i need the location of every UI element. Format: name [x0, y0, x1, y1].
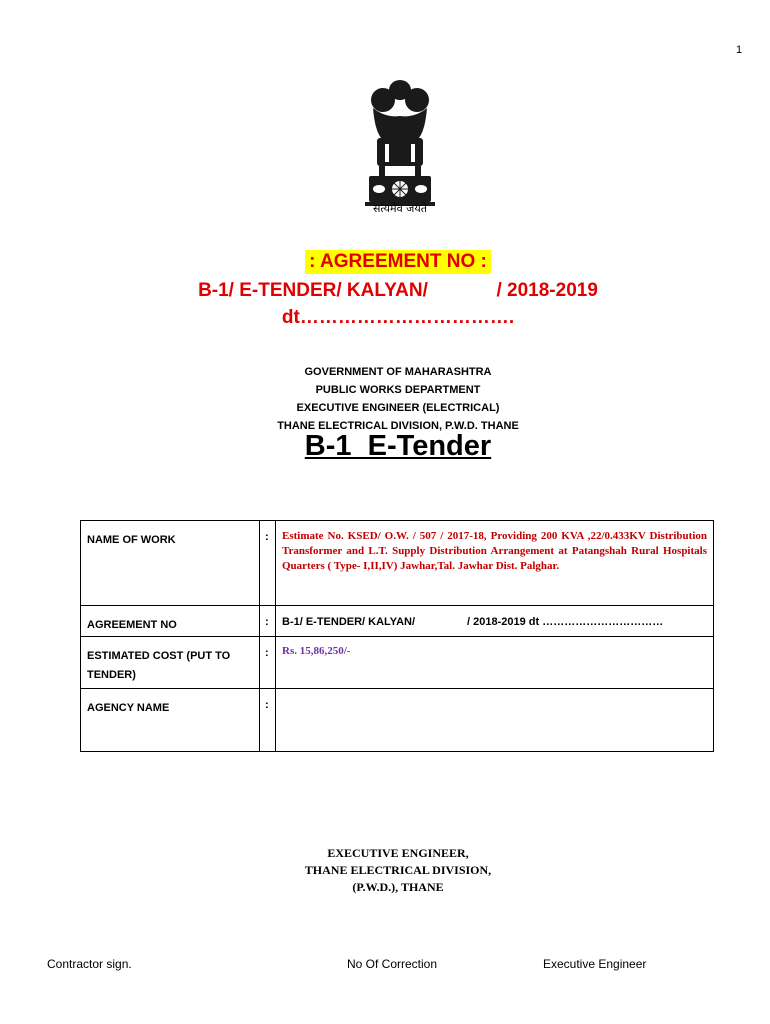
row-colon: :: [260, 637, 276, 689]
details-table: [80, 520, 714, 752]
signoff-line-2: THANE ELECTRICAL DIVISION,: [304, 863, 492, 877]
table-row: [81, 689, 714, 752]
footer-contractor-sign: Contractor sign.: [47, 957, 132, 971]
agreement-heading: : AGREEMENT NO :: [305, 250, 491, 274]
agreement-date-line: dt…………………………….: [281, 307, 515, 328]
agency-name-value: [276, 689, 714, 752]
table-row: [81, 521, 714, 606]
agreement-number-line: B-1/ E-TENDER/ KALYAN/ / 2018-2019: [198, 280, 598, 301]
table-row: [81, 606, 714, 637]
ashoka-emblem-icon: [355, 78, 445, 220]
row-label: ESTIMATED COST (PUT TO TENDER): [81, 637, 260, 689]
name-of-work-value: Estimate No. KSED/ O.W. / 507 / 2017-18, Providing 200 KVA ,22/0.433KV Distribution Transformer and L.T. Supply Distribution Arrangement at Patangshah Rural Hospitals Quarters ( Type- I,II,IV) Jawhar,Tal. Jawhar Dist. Palghar.: [276, 521, 714, 606]
footer-executive-engineer: Executive Engineer: [543, 957, 647, 971]
document-title: B-1 E-Tender: [304, 430, 492, 462]
office-line-2: PUBLIC WORKS DEPARTMENT: [315, 384, 481, 396]
office-line-1: GOVERNMENT OF MAHARASHTRA: [304, 366, 492, 378]
office-line-4: THANE ELECTRICAL DIVISION, P.W.D. THANE: [277, 420, 519, 432]
office-block: [0, 363, 770, 435]
signoff-block: [0, 845, 770, 896]
row-label: AGREEMENT NO: [81, 606, 260, 637]
row-label: NAME OF WORK: [81, 521, 260, 606]
footer-no-of-correction: No Of Correction: [347, 957, 438, 971]
table-row: [81, 637, 714, 689]
signoff-line-1: EXECUTIVE ENGINEER,: [327, 846, 469, 860]
page-number: 1: [736, 44, 743, 56]
row-colon: :: [260, 689, 276, 752]
row-label: AGENCY NAME: [81, 689, 260, 752]
estimated-cost-value: Rs. 15,86,250/-: [276, 637, 714, 689]
signoff-line-3: (P.W.D.), THANE: [352, 880, 444, 894]
agreement-heading-wrap: [0, 250, 770, 274]
emblem-motto: सत्यमेव जयते: [372, 202, 427, 215]
office-line-3: EXECUTIVE ENGINEER (ELECTRICAL): [296, 402, 500, 414]
row-colon: :: [260, 606, 276, 637]
row-colon: :: [260, 521, 276, 606]
agreement-no-value: B-1/ E-TENDER/ KALYAN/ / 2018-2019 dt ……………………………: [276, 606, 714, 637]
